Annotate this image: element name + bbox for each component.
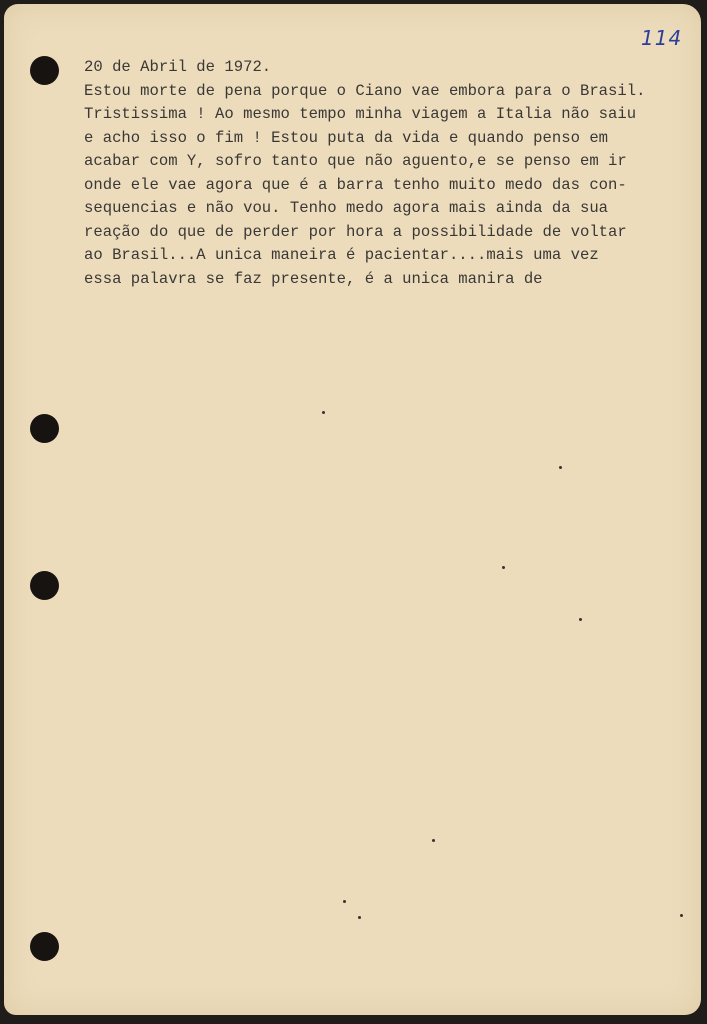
paper-speck — [502, 566, 505, 569]
entry-line: ao Brasil...A unica maneira é pacientar....mais uma vez — [84, 246, 599, 264]
paper-speck — [680, 914, 683, 917]
entry-line: reação do que de perder por hora a possibilidade de voltar — [84, 222, 627, 241]
entry-line: e acho isso o fim ! Estou puta da vida e quando penso em — [84, 128, 609, 147]
paper-speck — [559, 466, 562, 469]
binder-hole — [30, 571, 59, 600]
paper-speck — [432, 839, 435, 842]
entry-line: Estou morte de pena porque o Ciano vae embora para o Brasil. — [84, 81, 646, 100]
entry-line: onde ele vae agora que é a barra tenho muito medo das con- — [84, 175, 627, 194]
binder-hole — [30, 932, 59, 961]
paper-speck — [579, 618, 582, 621]
entry-date: 20 de Abril de 1972. — [84, 58, 272, 76]
paper-speck — [322, 411, 325, 414]
entry-line: acabar com Y, sofro tanto que não aguento,e se penso em ir — [84, 152, 627, 170]
diary-entry — [84, 56, 684, 291]
binder-hole — [30, 414, 59, 443]
binder-hole — [30, 56, 59, 85]
entry-line: sequencias e não vou. Tenho medo agora mais ainda da sua — [84, 199, 609, 217]
paper-speck — [343, 900, 346, 903]
entry-line: Tristissima ! Ao mesmo tempo minha viagem a Italia não saiu — [84, 105, 637, 123]
page-number: 114 — [641, 26, 683, 50]
paper-speck — [358, 916, 361, 919]
entry-line: essa palavra se faz presente, é a unica manira de — [84, 269, 543, 288]
